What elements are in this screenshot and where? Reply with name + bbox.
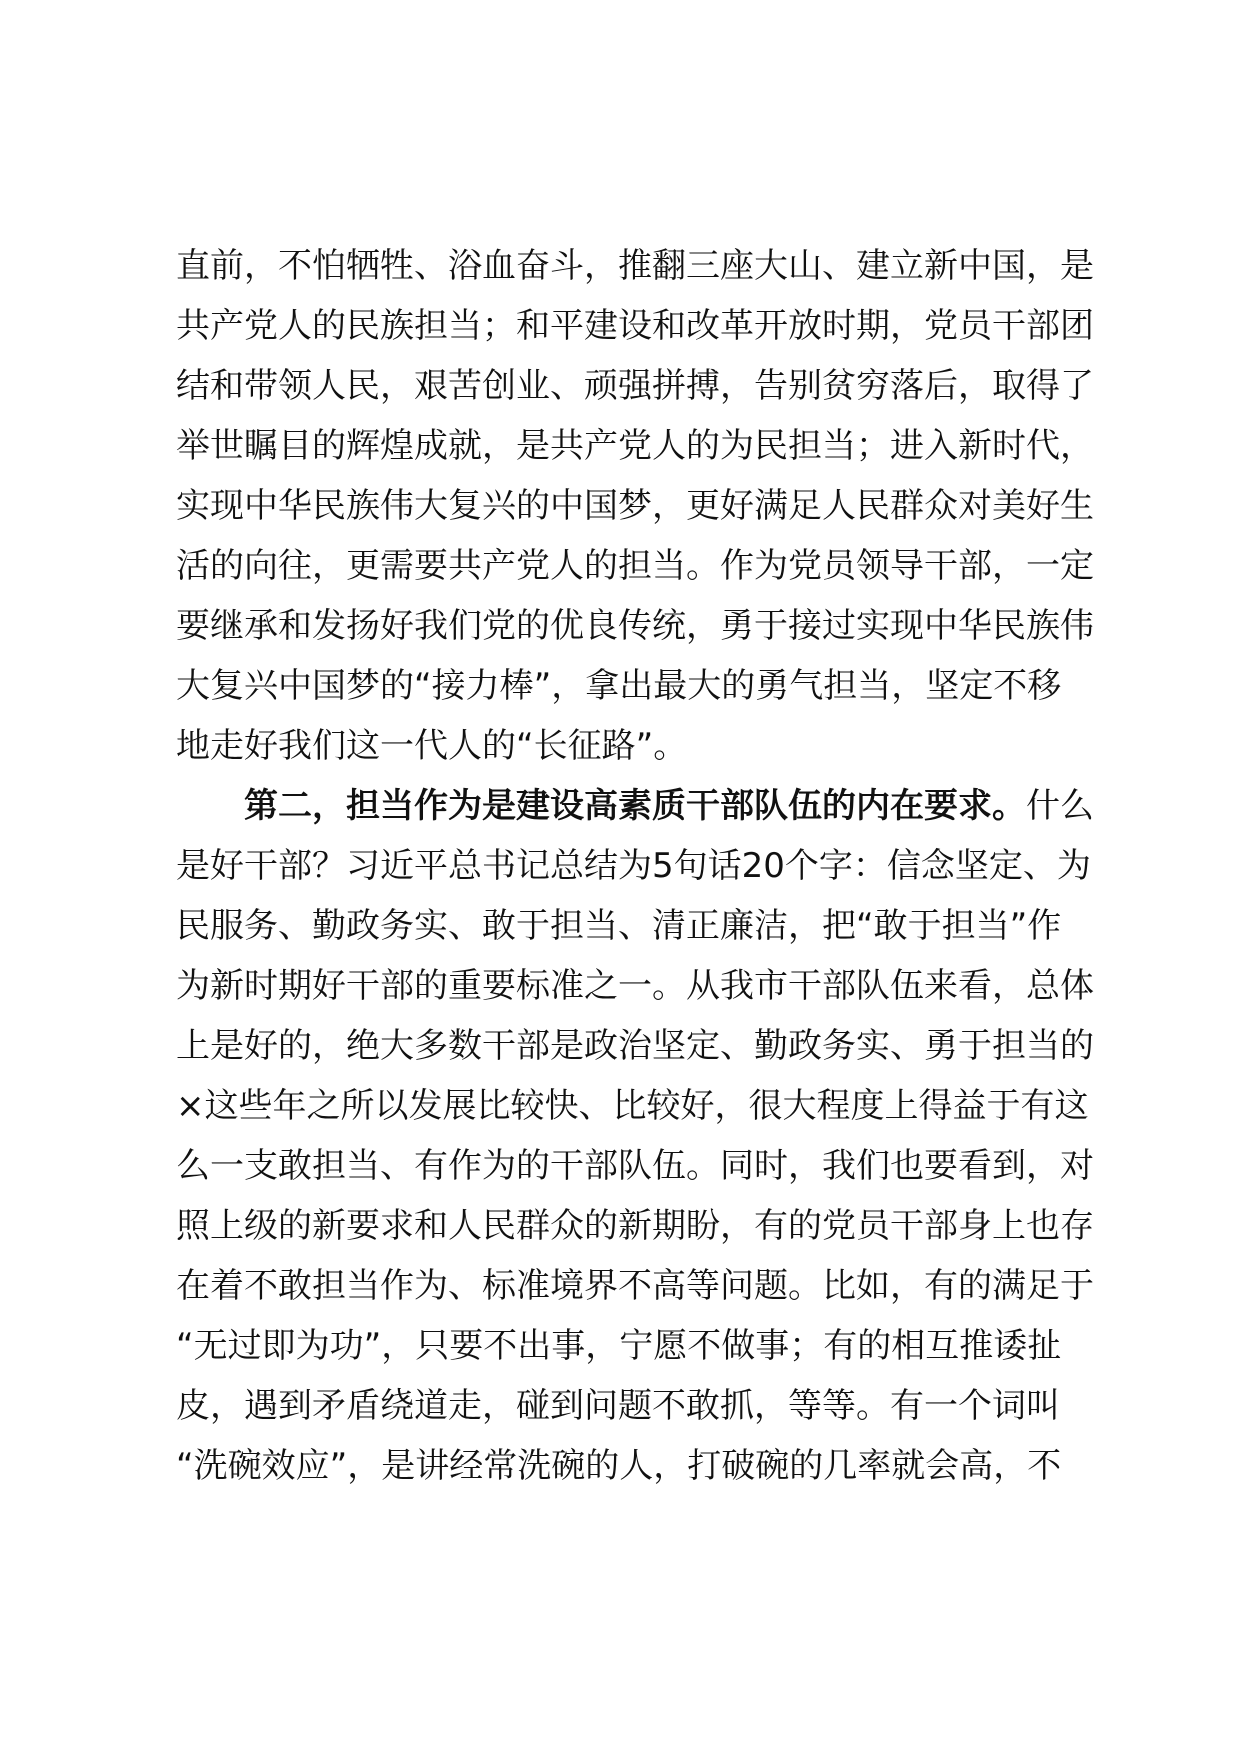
text-line: “无过即为功”，只要不出事，宁愿不做事；有的相互推诿扯 [176, 1326, 1062, 1366]
text-line: 为新时期好干部的重要标准之一。从我市干部队伍来看，总体 [176, 966, 1094, 1006]
text-line: 大复兴中国梦的“接力棒”，拿出最大的勇气担当，坚定不移 [176, 666, 1062, 706]
text-line: 共产党人的民族担当；和平建设和改革开放时期，党员干部团 [176, 306, 1094, 346]
text-line: 举世瞩目的辉煌成就，是共产党人的为民担当；进入新时代， [176, 426, 1094, 466]
text-line: 实现中华民族伟大复兴的中国梦，更好满足人民群众对美好生 [176, 486, 1094, 526]
section-heading-line [176, 776, 1094, 836]
text-line: 要继承和发扬好我们党的优良传统，勇于接过实现中华民族伟 [176, 606, 1094, 646]
text-line: 皮，遇到矛盾绕道走，碰到问题不敢抓，等等。有一个词叫 [176, 1386, 1060, 1426]
text-line: 在着不敢担当作为、标准境界不高等问题。比如，有的满足于 [176, 1266, 1094, 1306]
text-line: 么一支敢担当、有作为的干部队伍。同时，我们也要看到，对 [176, 1146, 1094, 1186]
text-line: 是好干部？习近平总书记总结为5句话20个字：信念坚定、为 [176, 846, 1091, 886]
text-line: 民服务、勤政务实、敢于担当、清正廉洁，把“敢于担当”作 [176, 906, 1062, 946]
text-line: 照上级的新要求和人民群众的新期盼，有的党员干部身上也存 [176, 1206, 1094, 1246]
text-line: ×这些年之所以发展比较快、比较好，很大程度上得益于有这 [176, 1086, 1089, 1126]
text-line: 活的向往，更需要共产党人的担当。作为党员领导干部，一定 [176, 546, 1094, 586]
heading-continuation: 什么 [1026, 786, 1094, 826]
text-line: 地走好我们这一代人的“长征路”。 [176, 726, 688, 766]
text-line: 直前，不怕牺牲、浴血奋斗，推翻三座大山、建立新中国，是 [176, 246, 1094, 286]
body-text [176, 236, 1094, 1496]
text-line: 结和带领人民，艰苦创业、顽强拼搏，告别贫穷落后，取得了 [176, 366, 1094, 406]
text-line: 上是好的，绝大多数干部是政治坚定、勤政务实、勇于担当的 [176, 1026, 1094, 1066]
section-heading: 第二，担当作为是建设高素质干部队伍的内在要求。 [244, 786, 1026, 826]
text-line: “洗碗效应”，是讲经常洗碗的人，打破碗的几率就会高，不 [176, 1446, 1062, 1486]
